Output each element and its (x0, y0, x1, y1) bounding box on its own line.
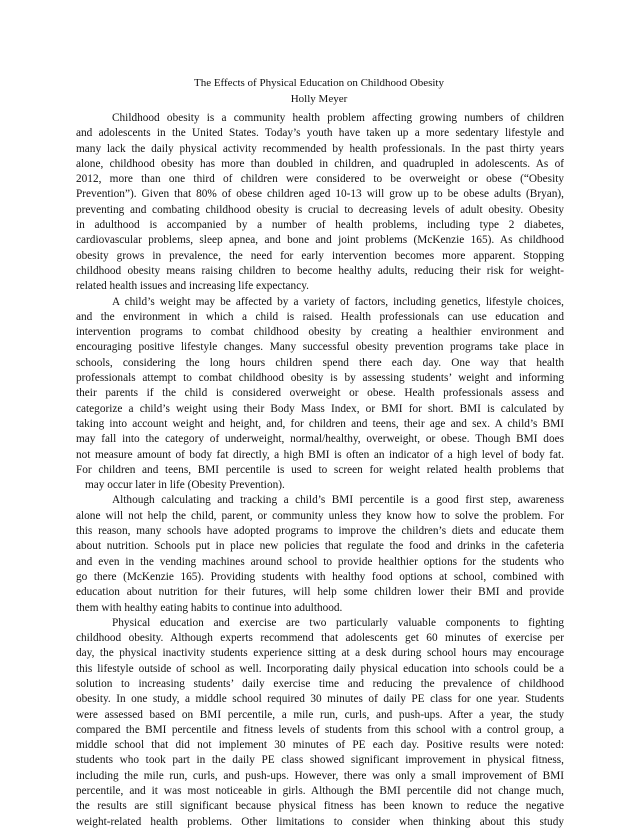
text-line: this reason, many schools have adopted programs to improve the children’s diets and educate them (76, 525, 564, 538)
text-line: intervention programs to combat childhood obesity by creating a healthier environment and (76, 326, 564, 339)
text-line: obesity grows in prevalence, the need for early intervention becomes more apparent. Stopping (76, 249, 564, 262)
text-line: Although calculating and tracking a child’s BMI percentile is a good first step, awareness (112, 494, 564, 507)
text-line: not measure amount of body fat directly, a high BMI is often an indicator of a high level of body fat. (76, 448, 564, 461)
text-line: Prevention”). Given that 80% of obese children aged 10-13 will grow up to be obese adults (Bryan), (76, 188, 564, 201)
text-line: percentile, and it was most noticeable in girls. Although the BMI percentile did not change much, (76, 785, 564, 798)
text-line: Physical education and exercise are two particularly valuable components to fighting (112, 616, 564, 629)
text-line: alone, childhood obesity has more than doubled in children, and quadrupled in adolescents. As of (76, 157, 564, 170)
text-line: in adulthood is accompanied by a number of health problems, including type 2 diabetes, (76, 219, 564, 232)
text-line: childhood obesity. Although experts recommend that adolescents get 60 minutes of exercise per (76, 632, 564, 645)
text-line: 2012, more than one third of children were considered to be overweight or obese (“Obesity (76, 173, 564, 186)
text-line: about nutrition. Schools put in place new policies that regulate the food and drinks in the cafeteria (76, 540, 564, 553)
text-line: For children and teens, BMI percentile is used to screen for weight related health problems that (76, 463, 564, 476)
text-line: preventing and combating childhood obesity is crucial to decreasing levels of adult obesity. Obesity (76, 203, 564, 216)
body-text (76, 111, 564, 830)
text-line: may occur later in life (Obesity Prevention). (85, 479, 285, 492)
text-line: solution to increasing students’ daily exercise time and reducing the prevalence of childhood (76, 677, 564, 690)
author-name: Holly Meyer (290, 93, 348, 105)
text-line: alone will not help the child, parent, or community unless they know how to solve the problem. For (76, 509, 564, 522)
text-line: may fall into the category of underweight, normal/healthy, overweight, or obese. Though BMI does (76, 433, 564, 446)
paper-title: The Effects of Physical Education on Childhood Obesity (193, 77, 444, 89)
text-line: and the environment in which a child is raised. Health professionals can use education and (76, 310, 564, 323)
text-line: many lack the daily physical activity recommended by health professionals. In the past thirty years (76, 142, 564, 155)
text-line: were assessed based on BMI percentile, a mile run, curls, and push-ups. After a year, the study (76, 708, 564, 721)
text-line: obesity. In one study, a middle school required 30 minutes of daily PE class for one year. Students (76, 693, 564, 706)
text-line: cardiovascular problems, sleep apnea, and bone and joint problems (McKenzie 165). As childhood (76, 234, 564, 247)
text-line: them with healthy eating habits to continue into adulthood. (76, 601, 343, 614)
text-line: childhood obesity means raising children to become healthy adults, reducing their risk for weight- (76, 264, 564, 277)
text-line: students who took part in the daily PE class showed significant improvement in physical fitness, (76, 754, 564, 767)
text-line: related health issues and increasing life expectancy. (76, 280, 309, 293)
text-line: and adolescents in the United States. Today’s youth have taken up a more sedentary lifestyle and (76, 127, 564, 140)
text-line: the results are still significant because physical fitness has been known to reduce the negative (76, 800, 564, 813)
text-line: this lifestyle outside of school as well. Incorporating daily physical education into schools could be a (76, 662, 564, 675)
text-line: compared the BMI percentile and fitness levels of students from this school with a control group, a (76, 723, 564, 736)
text-line: professionals attempt to combat childhood obesity is by assessing students’ weight and informing (76, 372, 564, 385)
text-line: education about nutrition for their futures, will help some children lower their BMI and provide (76, 586, 564, 599)
text-line: day, the physical inactivity students experience sitting at a desk during school hours may encourage (76, 647, 564, 660)
text-line: and even in the vending machines around school to provide healthier options for the students who (76, 555, 564, 568)
text-line: including the mile run, curls, and push-ups. However, there was only a small improvement of BMI (76, 769, 564, 782)
text-line: A child’s weight may be affected by a variety of factors, including genetics, lifestyle choices, (112, 295, 564, 308)
text-line: categorize a child’s weight using their Body Mass Index, or BMI for short. BMI is calculated by (76, 402, 564, 415)
text-line: Childhood obesity is a community health problem affecting growing numbers of children (112, 112, 564, 124)
text-line: their parents if the child is considered overweight or obese. Health professionals assess and (76, 387, 564, 400)
text-line: go there (McKenzie 165). Providing students with healthy food options at school, combined with (76, 570, 564, 583)
text-line: taking into account weight and height, and, for children and teens, their age and sex. A child’s BMI (76, 417, 564, 430)
title-block (0, 75, 638, 107)
text-line: weight-related health problems. Other limitations to consider when thinking about this study (76, 815, 564, 828)
text-line: middle school that did not implement 30 minutes of PE each day. Positive results were noted: (76, 739, 564, 752)
text-line: schools, considering the long hours children spend there each day. One way that health (76, 356, 564, 369)
text-line: encouraging positive lifestyle changes. Many successful obesity prevention programs take place in (76, 341, 564, 354)
